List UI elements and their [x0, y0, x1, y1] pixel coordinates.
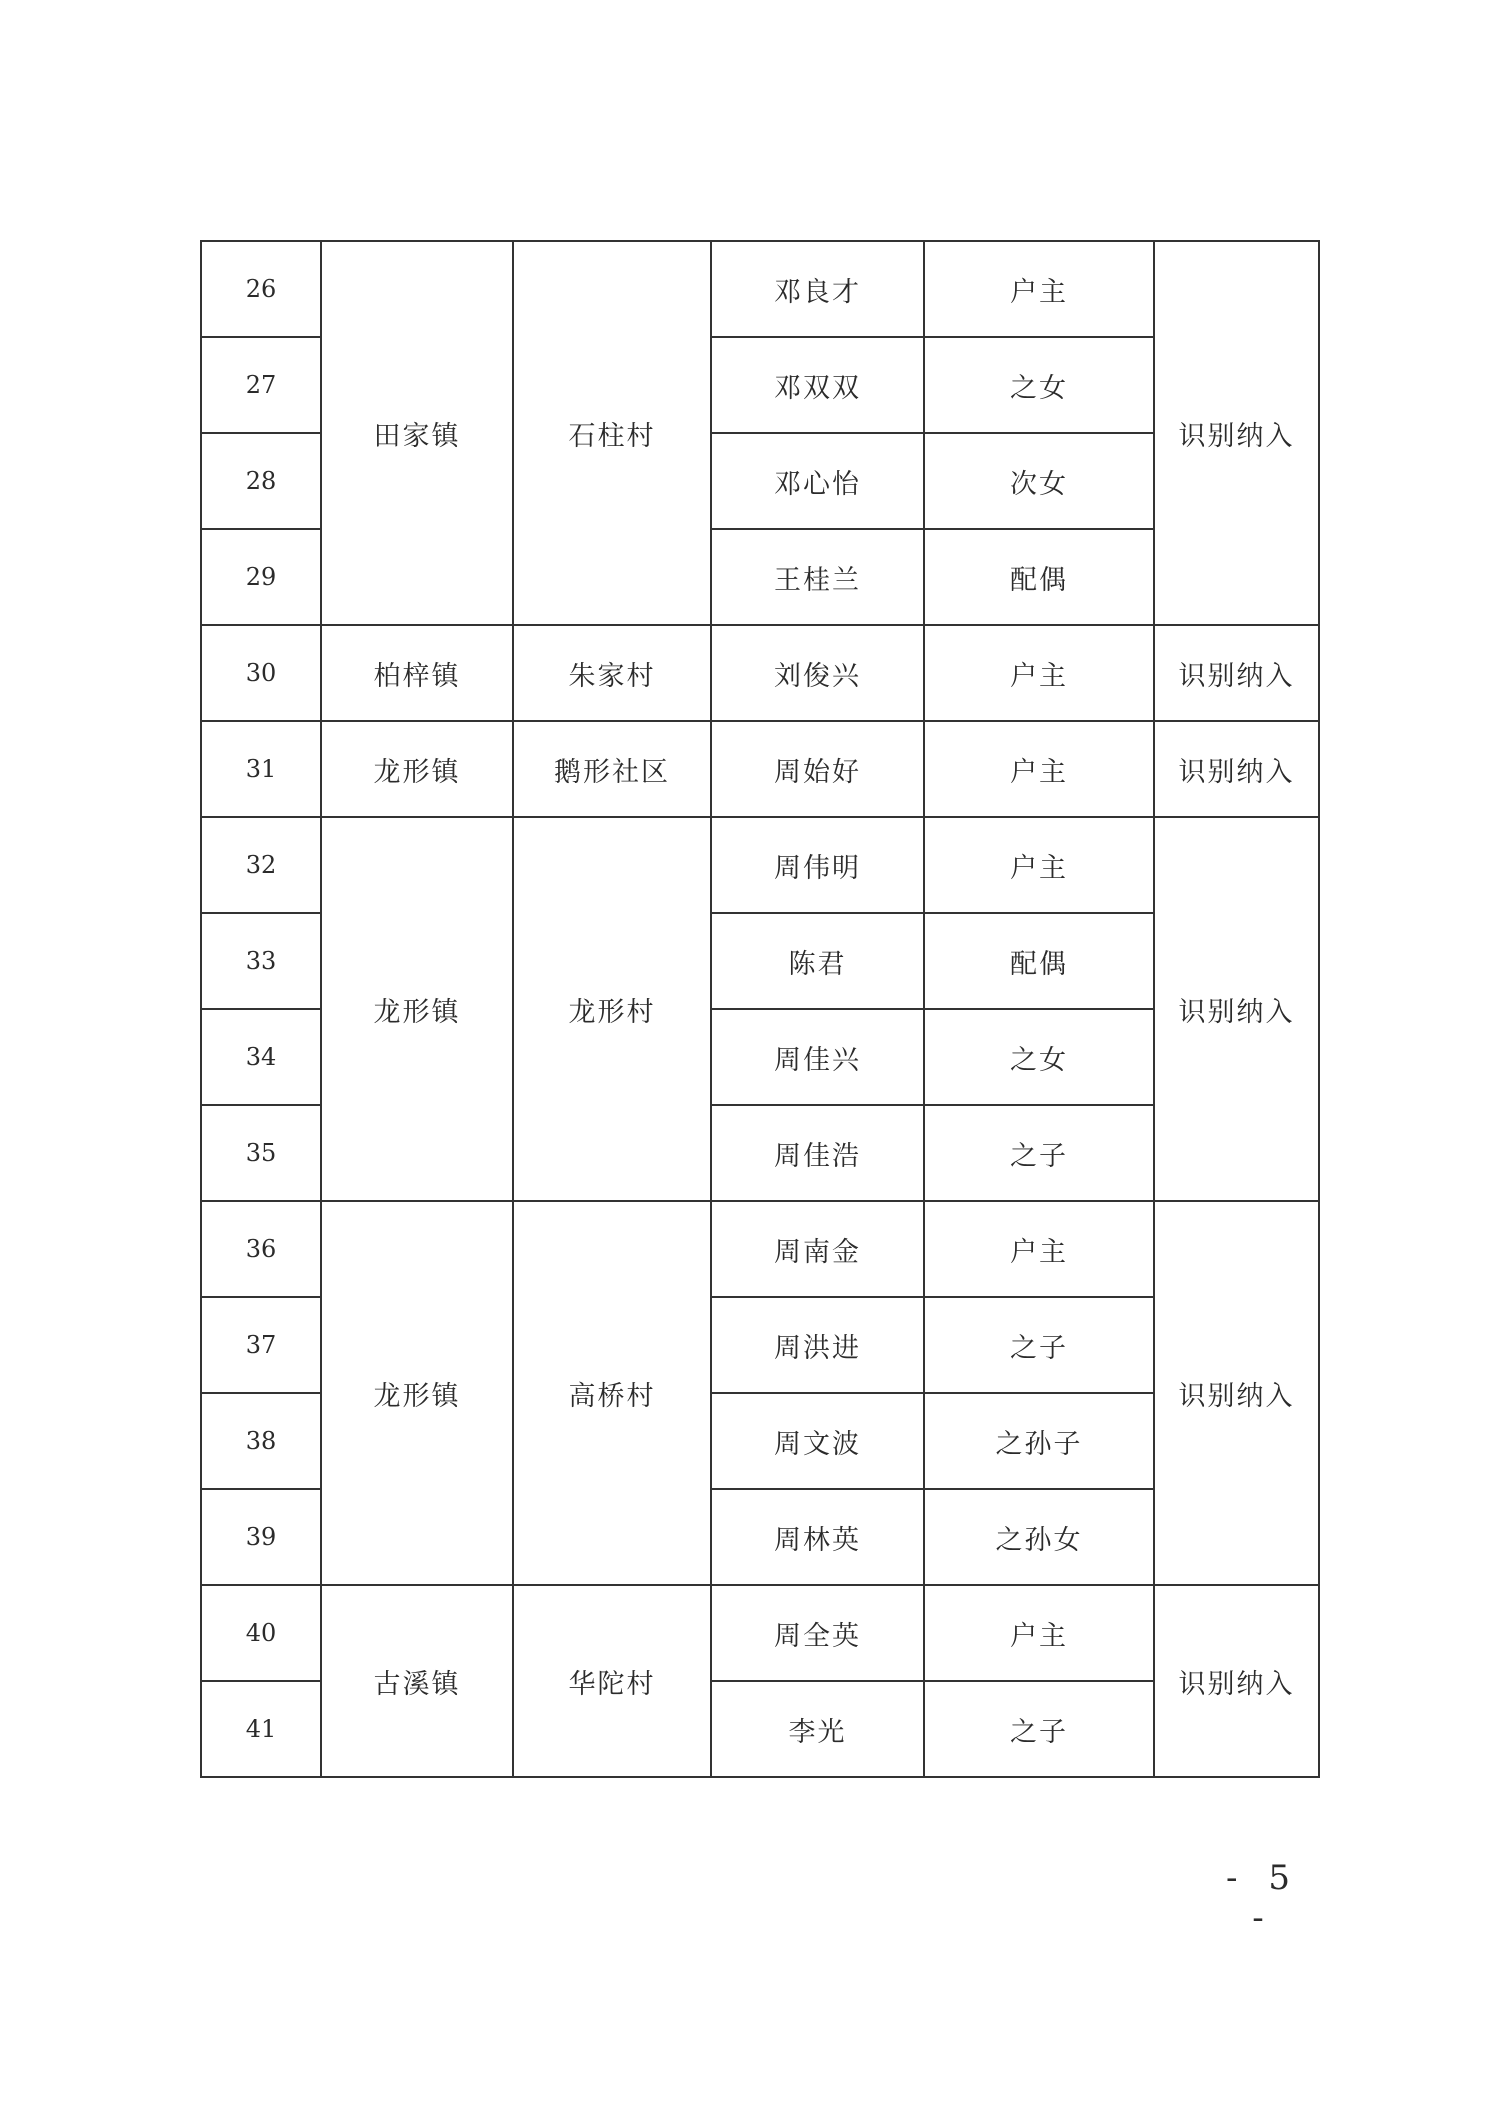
name-cell: 周洪进 — [711, 1297, 924, 1393]
relation-cell: 户主 — [924, 817, 1154, 913]
village-cell: 龙形村 — [513, 817, 711, 1201]
relation-cell: 户主 — [924, 1585, 1154, 1681]
name-cell: 王桂兰 — [711, 529, 924, 625]
relation-cell: 户主 — [924, 1201, 1154, 1297]
row-number: 36 — [201, 1201, 321, 1297]
row-number: 31 — [201, 721, 321, 817]
relation-cell: 户主 — [924, 721, 1154, 817]
relation-cell: 之孙子 — [924, 1393, 1154, 1489]
status-cell: 识别纳入 — [1154, 1201, 1319, 1585]
relation-cell: 配偶 — [924, 913, 1154, 1009]
town-cell: 古溪镇 — [321, 1585, 513, 1777]
row-number: 32 — [201, 817, 321, 913]
status-cell: 识别纳入 — [1154, 625, 1319, 721]
relation-cell: 之女 — [924, 1009, 1154, 1105]
relation-cell: 之子 — [924, 1105, 1154, 1201]
row-number: 29 — [201, 529, 321, 625]
table-row — [201, 817, 1319, 913]
town-cell: 龙形镇 — [321, 1201, 513, 1585]
name-cell: 周始好 — [711, 721, 924, 817]
row-number: 40 — [201, 1585, 321, 1681]
name-cell: 周南金 — [711, 1201, 924, 1297]
page-number: - 5 - — [1226, 1858, 1300, 1938]
relation-cell: 次女 — [924, 433, 1154, 529]
status-cell: 识别纳入 — [1154, 721, 1319, 817]
name-cell: 周佳兴 — [711, 1009, 924, 1105]
row-number: 35 — [201, 1105, 321, 1201]
town-cell: 龙形镇 — [321, 817, 513, 1201]
town-cell: 龙形镇 — [321, 721, 513, 817]
status-cell: 识别纳入 — [1154, 241, 1319, 625]
village-cell: 华陀村 — [513, 1585, 711, 1777]
relation-cell: 户主 — [924, 625, 1154, 721]
name-cell: 刘俊兴 — [711, 625, 924, 721]
table-row — [201, 721, 1319, 817]
table-row — [201, 241, 1319, 337]
table-row — [201, 1201, 1319, 1297]
row-number: 37 — [201, 1297, 321, 1393]
relation-cell: 之孙女 — [924, 1489, 1154, 1585]
name-cell: 周林英 — [711, 1489, 924, 1585]
relation-cell: 之子 — [924, 1297, 1154, 1393]
relation-cell: 之子 — [924, 1681, 1154, 1777]
village-cell: 鹅形社区 — [513, 721, 711, 817]
name-cell: 邓良才 — [711, 241, 924, 337]
village-cell: 石柱村 — [513, 241, 711, 625]
row-number: 33 — [201, 913, 321, 1009]
name-cell: 邓双双 — [711, 337, 924, 433]
row-number: 28 — [201, 433, 321, 529]
relation-cell: 之女 — [924, 337, 1154, 433]
name-cell: 陈君 — [711, 913, 924, 1009]
name-cell: 李光 — [711, 1681, 924, 1777]
status-cell: 识别纳入 — [1154, 1585, 1319, 1777]
name-cell: 周全英 — [711, 1585, 924, 1681]
town-cell: 田家镇 — [321, 241, 513, 625]
row-number: 41 — [201, 1681, 321, 1777]
relation-cell: 配偶 — [924, 529, 1154, 625]
village-cell: 高桥村 — [513, 1201, 711, 1585]
row-number: 38 — [201, 1393, 321, 1489]
row-number: 27 — [201, 337, 321, 433]
table-row — [201, 625, 1319, 721]
row-number: 30 — [201, 625, 321, 721]
status-cell: 识别纳入 — [1154, 817, 1319, 1201]
name-cell: 邓心怡 — [711, 433, 924, 529]
name-cell: 周文波 — [711, 1393, 924, 1489]
name-cell: 周伟明 — [711, 817, 924, 913]
village-cell: 朱家村 — [513, 625, 711, 721]
town-cell: 柏梓镇 — [321, 625, 513, 721]
row-number: 26 — [201, 241, 321, 337]
relation-cell: 户主 — [924, 241, 1154, 337]
table-row — [201, 1585, 1319, 1681]
name-cell: 周佳浩 — [711, 1105, 924, 1201]
row-number: 34 — [201, 1009, 321, 1105]
household-table — [200, 240, 1320, 1778]
row-number: 39 — [201, 1489, 321, 1585]
